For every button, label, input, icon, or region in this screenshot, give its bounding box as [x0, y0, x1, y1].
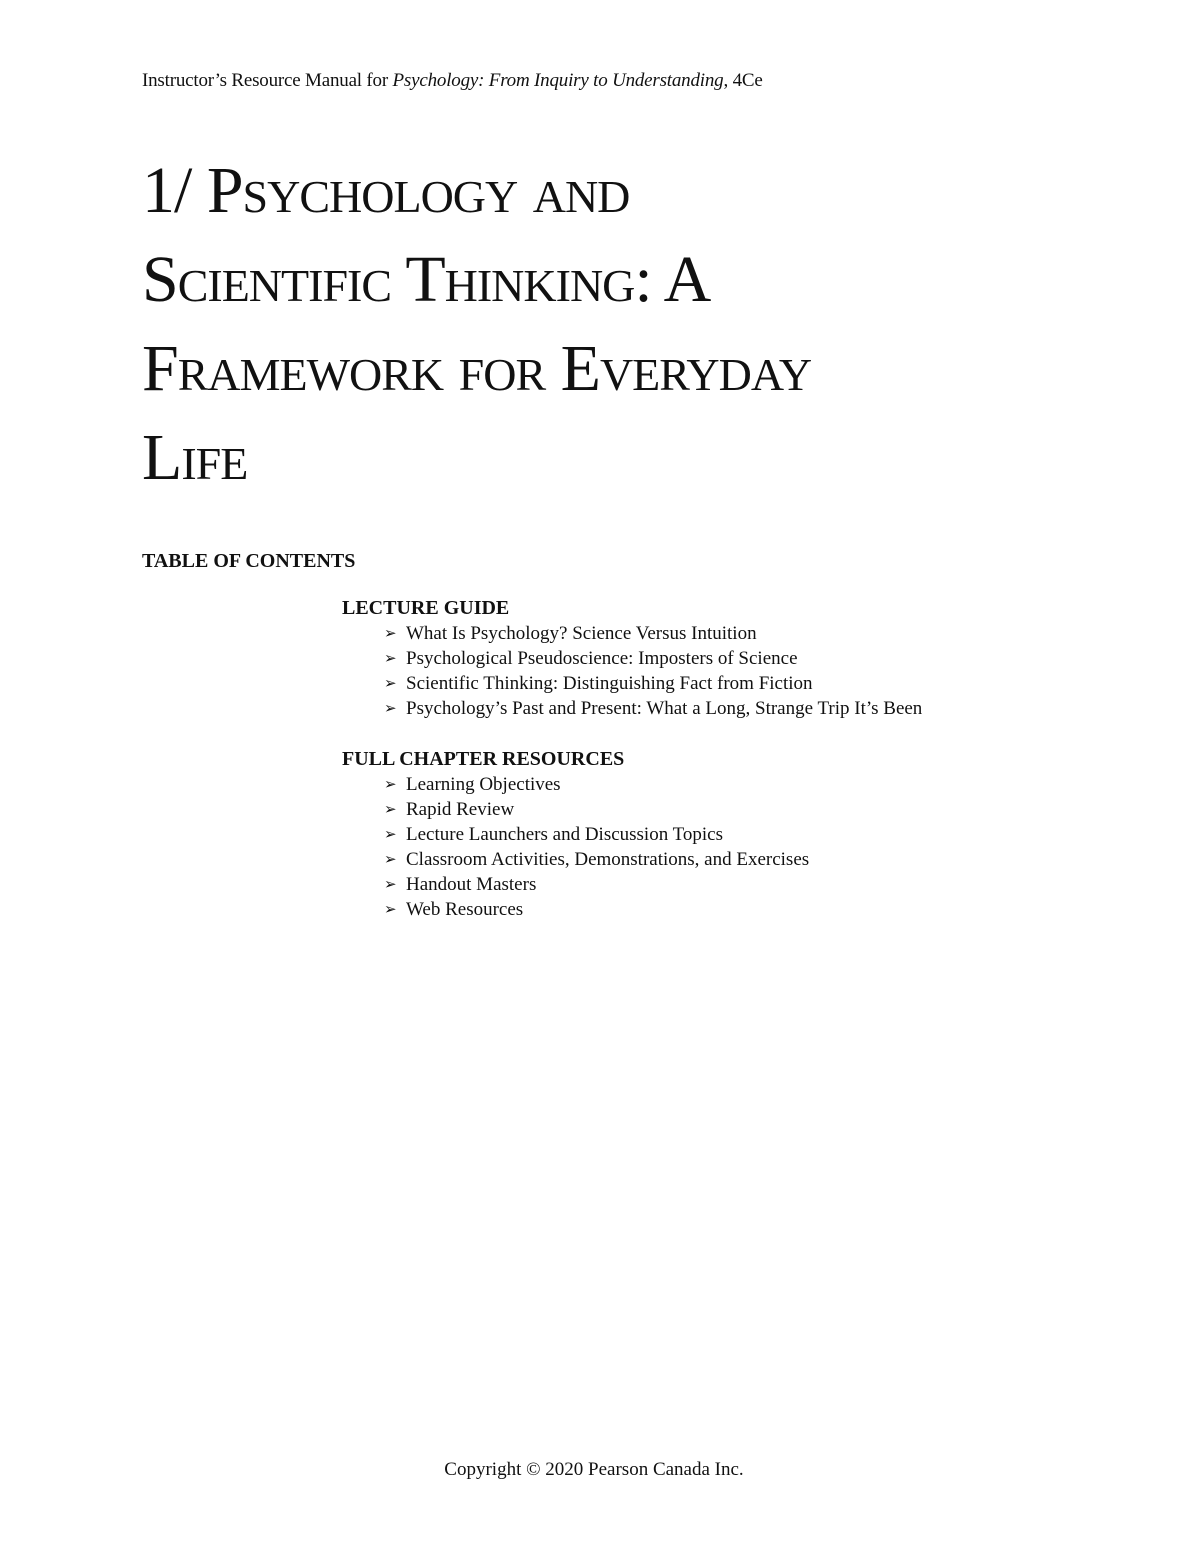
arrowhead-bullet-icon: ➢ [384, 850, 397, 868]
toc-list [342, 621, 1122, 721]
chapter-title-line: Life [142, 421, 248, 494]
toc-item-label: Psychology’s Past and Present: What a Long, Strange Trip It’s Been [406, 698, 923, 719]
toc-item [384, 646, 1122, 671]
toc-item-label: What Is Psychology? Science Versus Intuition [406, 623, 757, 644]
toc-heading: TABLE OF CONTENTS [142, 550, 356, 572]
toc-item [384, 696, 1122, 721]
running-header [142, 70, 763, 92]
toc-item-label: Classroom Activities, Demonstrations, and Exercises [406, 849, 810, 870]
toc-item [384, 797, 1122, 822]
toc-section-lecture-guide [342, 595, 1122, 721]
copyright-text: Copyright © 2020 Pearson Canada Inc. [444, 1459, 744, 1480]
chapter-title-line: Scientific Thinking: A [142, 243, 711, 316]
arrowhead-bullet-icon: ➢ [384, 900, 397, 918]
toc-item [384, 671, 1122, 696]
header-prefix: Instructor’s Resource Manual for [142, 70, 393, 91]
toc-item-label: Learning Objectives [406, 774, 561, 795]
chapter-title [142, 146, 1082, 502]
chapter-title-line: 1/ Psychology and [142, 154, 630, 227]
toc-section-full-chapter-resources [342, 746, 1122, 922]
arrowhead-bullet-icon: ➢ [384, 825, 397, 843]
arrowhead-bullet-icon: ➢ [384, 624, 397, 642]
toc-item [384, 621, 1122, 646]
arrowhead-bullet-icon: ➢ [384, 649, 397, 667]
toc-list [342, 772, 1122, 922]
toc-item-label: Handout Masters [406, 874, 537, 895]
section-heading: LECTURE GUIDE [342, 597, 510, 619]
header-edition: , 4Ce [723, 70, 763, 91]
copyright-footer [0, 1459, 1200, 1481]
toc-item-label: Web Resources [406, 899, 524, 920]
toc-item-label: Lecture Launchers and Discussion Topics [406, 824, 724, 845]
arrowhead-bullet-icon: ➢ [384, 674, 397, 692]
arrowhead-bullet-icon: ➢ [384, 875, 397, 893]
toc-item [384, 897, 1122, 922]
toc-item-label: Rapid Review [406, 799, 515, 820]
arrowhead-bullet-icon: ➢ [384, 800, 397, 818]
section-heading: FULL CHAPTER RESOURCES [342, 748, 625, 770]
arrowhead-bullet-icon: ➢ [384, 699, 397, 717]
toc-item [384, 847, 1122, 872]
toc-item [384, 822, 1122, 847]
toc-item [384, 872, 1122, 897]
toc-item-label: Scientific Thinking: Distinguishing Fact from Fiction [406, 673, 813, 694]
chapter-title-line: Framework for Everyday [142, 332, 812, 405]
toc-item [384, 772, 1122, 797]
toc-item-label: Psychological Pseudoscience: Imposters of Science [406, 648, 798, 669]
arrowhead-bullet-icon: ➢ [384, 775, 397, 793]
header-book-title: Psychology: From Inquiry to Understanding [392, 70, 724, 91]
